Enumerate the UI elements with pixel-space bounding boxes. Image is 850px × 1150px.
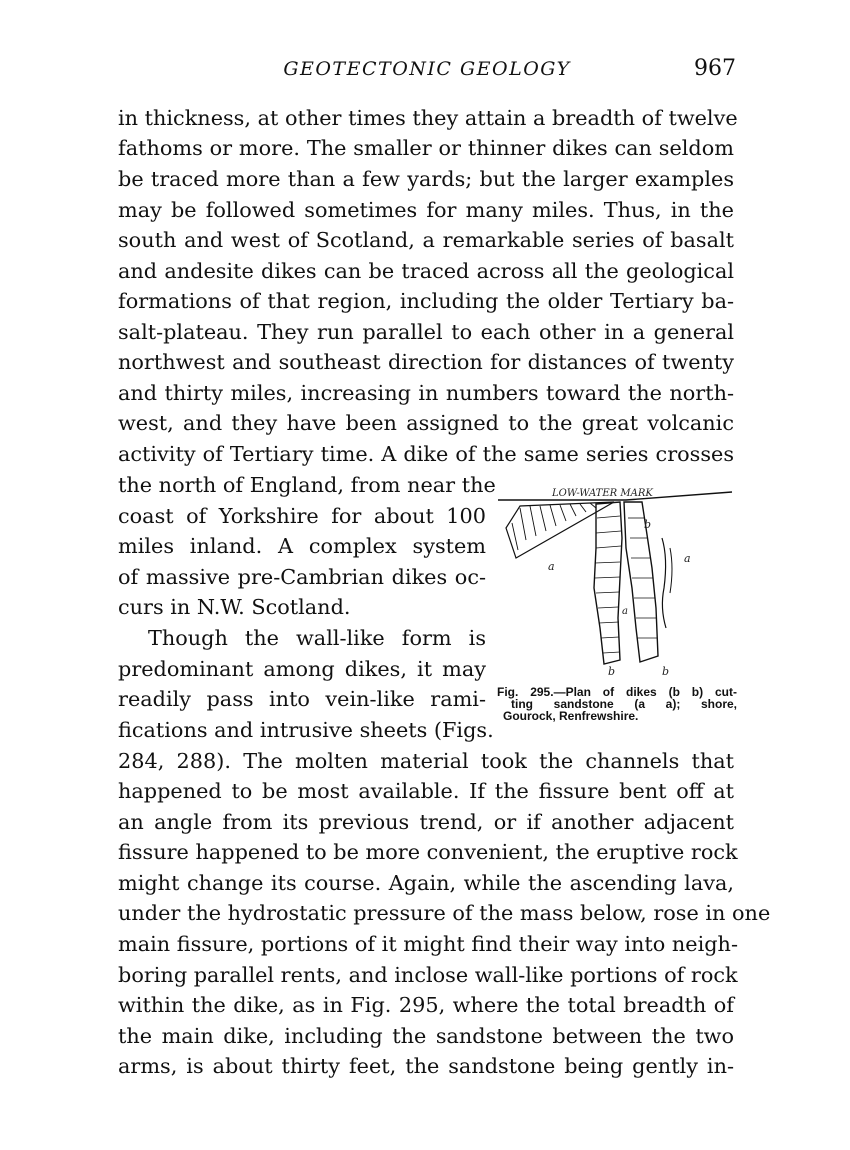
label-a-middle: a	[622, 606, 628, 617]
dike-plan-illustration	[496, 478, 736, 688]
label-b-bottom-left: b	[608, 665, 616, 678]
label-a-right: a	[684, 552, 691, 565]
text-line: arms, is about thirty feet, the sandstone being gently in-	[118, 1054, 734, 1078]
text-line: within the dike, as in Fig. 295, where the total breadth of	[118, 993, 734, 1017]
shoreline-label: LOW-WATER MARK	[552, 488, 653, 499]
text-line: boring parallel rents, and inclose wall-like portions of rock	[118, 963, 738, 987]
figure-295	[496, 478, 736, 688]
dike-left-arm	[594, 502, 622, 664]
text-line: the main dike, including the sandstone between the two	[118, 1024, 734, 1048]
text-line: be traced more than a few yards; but the larger examples	[118, 167, 734, 191]
text-line: might change its course. Again, while the ascending lava,	[118, 871, 734, 895]
dike-stringer	[662, 538, 666, 628]
dike-wedge	[506, 502, 614, 558]
caption-line: ting sandstone (a a); shore,	[511, 697, 737, 711]
text-line: fathoms or more. The smaller or thinner dikes can seldom	[118, 136, 734, 160]
running-head	[118, 58, 736, 88]
text-line: formations of that region, including the older Tertiary ba-	[118, 289, 734, 313]
text-line: activity of Tertiary time. A dike of the same series crosses	[118, 442, 734, 466]
text-line: west, and they have been assigned to the great volcanic	[118, 411, 734, 435]
text-line: coast of Yorkshire for about 100	[118, 504, 486, 528]
text-line: and andesite dikes can be traced across all the geological	[118, 259, 734, 283]
text-line: may be followed sometimes for many miles. Thus, in the	[118, 198, 734, 222]
text-line: happened to be most available. If the fissure bent off at	[118, 779, 734, 803]
text-line: 284, 288). The molten material took the channels that	[118, 749, 734, 773]
text-line: main fissure, portions of it might find their way into neigh-	[118, 932, 738, 956]
page-number: 967	[694, 56, 736, 81]
text-line: an angle from its previous trend, or if another adjacent	[118, 810, 734, 834]
text-line: fications and intrusive sheets (Figs.	[118, 718, 494, 742]
text-line: Though the wall-like form is	[148, 626, 486, 650]
label-b-bottom: b	[662, 665, 670, 678]
caption-line: Gourock, Renfrewshire.	[503, 709, 639, 723]
dike-stringer	[670, 548, 672, 593]
text-line: and thirty miles, increasing in numbers toward the north-	[118, 381, 734, 405]
label-b-top: b	[644, 518, 652, 531]
text-line: of massive pre-Cambrian dikes oc-	[118, 565, 486, 589]
text-line: in thickness, at other times they attain a breadth of twelve	[118, 106, 738, 130]
text-line: predominant among dikes, it may	[118, 657, 486, 681]
text-line: the north of England, from near the	[118, 473, 496, 497]
caption-line: Fig. 295.—Plan of dikes (b b) cut-	[497, 685, 737, 699]
wedge-hatching	[512, 503, 596, 550]
text-line: salt-plateau. They run parallel to each other in a general	[118, 320, 734, 344]
text-line: miles inland. A complex system	[118, 534, 486, 558]
running-title: GEOTECTONIC GEOLOGY	[283, 58, 571, 80]
text-line: fissure happened to be more convenient, the eruptive rock	[118, 840, 738, 864]
text-line: northwest and southeast direction for distances of twenty	[118, 350, 734, 374]
text-line: readily pass into vein-like rami-	[118, 687, 486, 711]
text-line: curs in N.W. Scotland.	[118, 595, 351, 619]
text-line: under the hydrostatic pressure of the mass below, rose in one	[118, 901, 771, 925]
figure-caption	[497, 686, 737, 722]
label-a-left: a	[548, 560, 555, 573]
text-line: south and west of Scotland, a remarkable series of basalt	[118, 228, 734, 252]
